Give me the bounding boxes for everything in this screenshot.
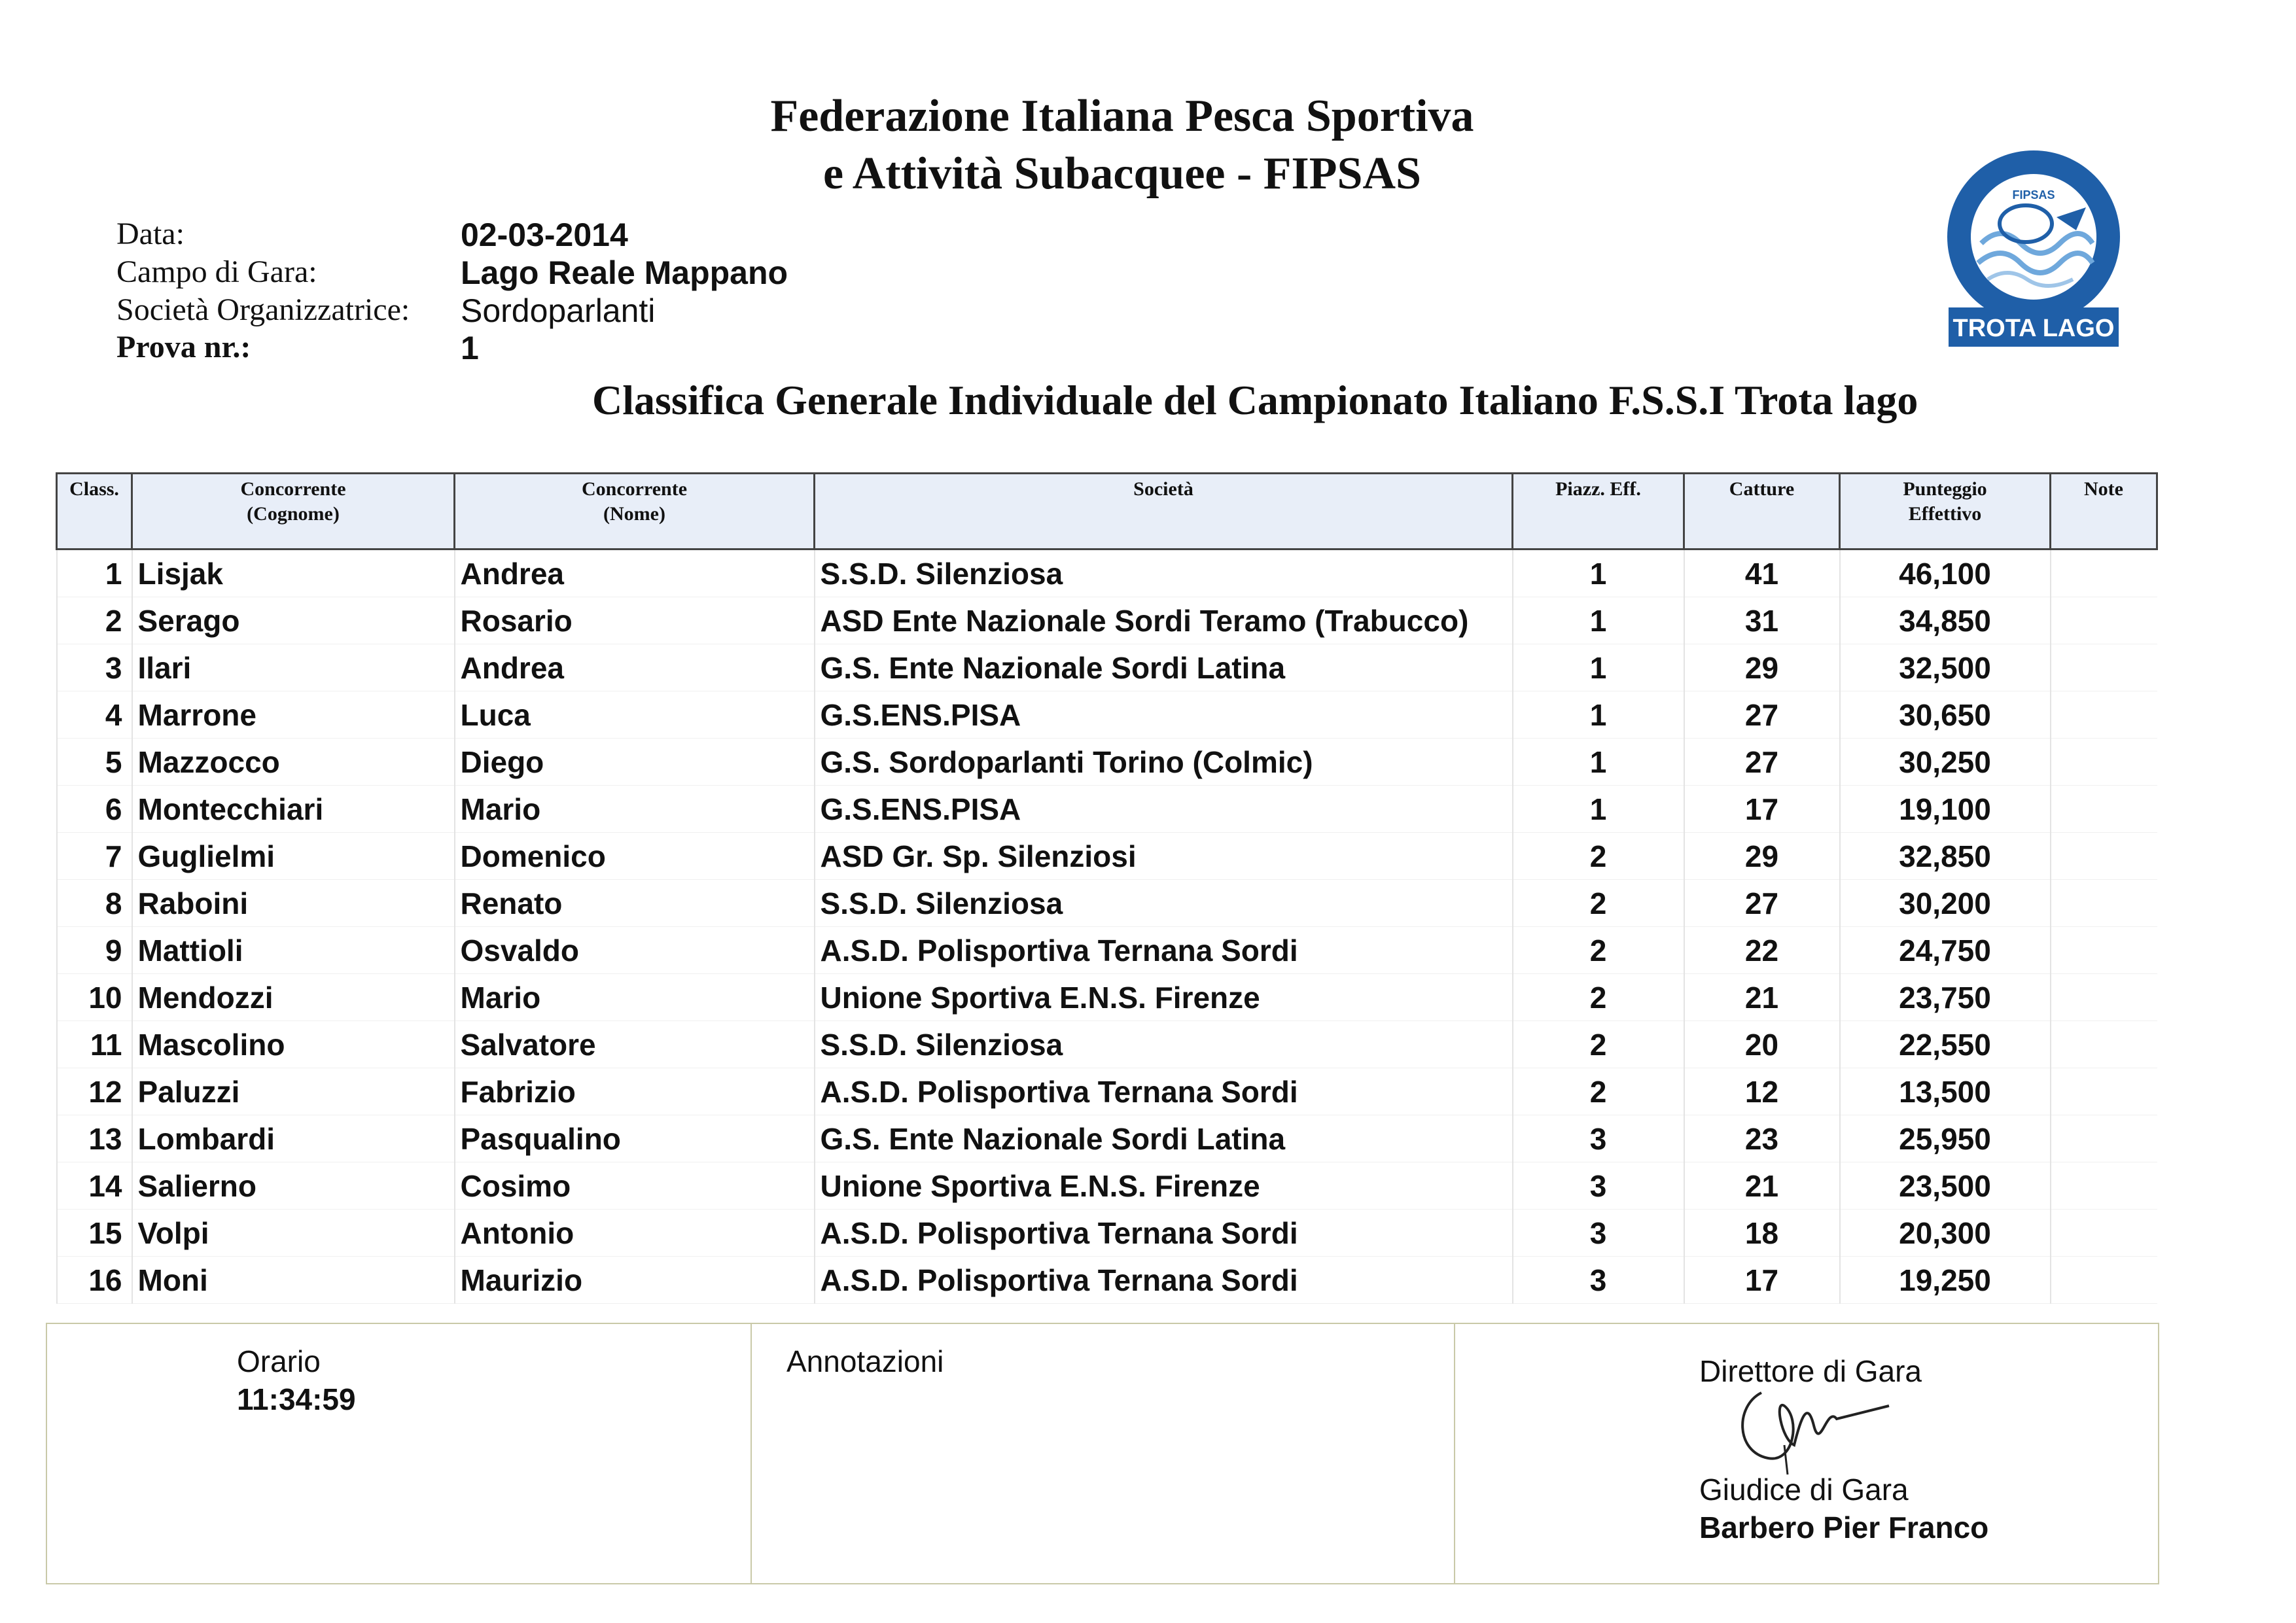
cell-surname: Lisjak (132, 550, 455, 597)
cell-note (2051, 833, 2157, 880)
round-label: Prova nr.: (116, 330, 251, 364)
cell-name: Fabrizio (455, 1068, 815, 1115)
cell-placing: 1 (1513, 550, 1684, 597)
cell-placing: 3 (1513, 1162, 1684, 1210)
table-row (57, 1021, 2157, 1068)
cell-name: Osvaldo (455, 927, 815, 974)
cell-name: Antonio (455, 1210, 815, 1257)
cell-surname: Serago (132, 597, 455, 644)
cell-rank: 4 (57, 691, 132, 739)
cell-name: Rosario (455, 597, 815, 644)
time-label: Orario (237, 1344, 321, 1378)
cell-surname: Lombardi (132, 1115, 455, 1162)
cell-society: G.S. Ente Nazionale Sordi Latina (815, 644, 1513, 691)
organizer-value: Sordoparlanti (461, 292, 656, 329)
header-society: Società (815, 474, 1513, 550)
cell-placing: 1 (1513, 644, 1684, 691)
cell-name: Andrea (455, 550, 815, 597)
cell-note (2051, 974, 2157, 1021)
field-label: Campo di Gara: (116, 254, 317, 289)
cell-placing: 3 (1513, 1257, 1684, 1304)
cell-placing: 2 (1513, 880, 1684, 927)
time-value: 11:34:59 (237, 1382, 356, 1416)
cell-note (2051, 1210, 2157, 1257)
cell-score: 30,200 (1840, 880, 2051, 927)
cell-society: Unione Sportiva E.N.S. Firenze (815, 1162, 1513, 1210)
cell-placing: 2 (1513, 1021, 1684, 1068)
table-row (57, 1257, 2157, 1304)
cell-name: Luca (455, 691, 815, 739)
table-row (57, 739, 2157, 786)
organizer-label: Società Organizzatrice: (116, 292, 410, 327)
cell-society: S.S.D. Silenziosa (815, 880, 1513, 927)
cell-rank: 9 (57, 927, 132, 974)
table-row (57, 880, 2157, 927)
cell-name: Cosimo (455, 1162, 815, 1210)
cell-name: Andrea (455, 644, 815, 691)
cell-rank: 11 (57, 1021, 132, 1068)
cell-note (2051, 691, 2157, 739)
cell-surname: Moni (132, 1257, 455, 1304)
cell-name: Maurizio (455, 1257, 815, 1304)
cell-placing: 1 (1513, 691, 1684, 739)
cell-name: Pasqualino (455, 1115, 815, 1162)
header-name: Concorrente (Nome) (455, 474, 815, 550)
cell-surname: Mendozzi (132, 974, 455, 1021)
cell-catches: 17 (1684, 786, 1840, 833)
cell-society: G.S.ENS.PISA (815, 786, 1513, 833)
logo-center-text: FIPSAS (2012, 188, 2055, 201)
cell-catches: 23 (1684, 1115, 1840, 1162)
cell-note (2051, 927, 2157, 974)
cell-score: 19,100 (1840, 786, 2051, 833)
cell-score: 23,750 (1840, 974, 2051, 1021)
cell-surname: Mattioli (132, 927, 455, 974)
cell-society: G.S.ENS.PISA (815, 691, 1513, 739)
cell-score: 20,300 (1840, 1210, 2051, 1257)
cell-note (2051, 1257, 2157, 1304)
cell-catches: 31 (1684, 597, 1840, 644)
director-signature (1722, 1380, 1932, 1478)
cell-catches: 29 (1684, 644, 1840, 691)
cell-rank: 3 (57, 644, 132, 691)
logo-banner-text: TROTA LAGO (1952, 315, 2115, 342)
cell-catches: 17 (1684, 1257, 1840, 1304)
cell-placing: 1 (1513, 786, 1684, 833)
table-header-row (57, 474, 2157, 550)
cell-rank: 1 (57, 550, 132, 597)
cell-placing: 2 (1513, 927, 1684, 974)
cell-catches: 27 (1684, 739, 1840, 786)
table-row (57, 1162, 2157, 1210)
cell-catches: 29 (1684, 833, 1840, 880)
table-row (57, 1115, 2157, 1162)
cell-surname: Marrone (132, 691, 455, 739)
cell-score: 34,850 (1840, 597, 2051, 644)
cell-placing: 2 (1513, 974, 1684, 1021)
cell-society: Unione Sportiva E.N.S. Firenze (815, 974, 1513, 1021)
cell-name: Salvatore (455, 1021, 815, 1068)
cell-score: 22,550 (1840, 1021, 2051, 1068)
cell-name: Domenico (455, 833, 815, 880)
cell-rank: 15 (57, 1210, 132, 1257)
cell-placing: 1 (1513, 739, 1684, 786)
cell-placing: 3 (1513, 1210, 1684, 1257)
cell-score: 25,950 (1840, 1115, 2051, 1162)
cell-society: A.S.D. Polisportiva Ternana Sordi (815, 1210, 1513, 1257)
cell-surname: Mazzocco (132, 739, 455, 786)
cell-name: Diego (455, 739, 815, 786)
table-row (57, 597, 2157, 644)
cell-surname: Guglielmi (132, 833, 455, 880)
header-score: Punteggio Effettivo (1840, 474, 2051, 550)
footer-box (46, 1323, 2159, 1584)
cell-score: 30,650 (1840, 691, 2051, 739)
cell-society: ASD Ente Nazionale Sordi Teramo (Trabucco) (815, 597, 1513, 644)
fipsas-trota-lago-logo (1942, 145, 2125, 355)
cell-society: S.S.D. Silenziosa (815, 550, 1513, 597)
cell-catches: 12 (1684, 1068, 1840, 1115)
cell-catches: 18 (1684, 1210, 1840, 1257)
cell-placing: 3 (1513, 1115, 1684, 1162)
cell-score: 19,250 (1840, 1257, 2051, 1304)
judge-label: Giudice di Gara (1699, 1473, 1909, 1507)
cell-placing: 1 (1513, 597, 1684, 644)
cell-rank: 13 (57, 1115, 132, 1162)
header-class: Class. (57, 474, 132, 550)
header-notes: Note (2051, 474, 2157, 550)
cell-catches: 22 (1684, 927, 1840, 974)
cell-surname: Ilari (132, 644, 455, 691)
cell-surname: Paluzzi (132, 1068, 455, 1115)
notes-label: Annotazioni (786, 1344, 944, 1378)
cell-surname: Mascolino (132, 1021, 455, 1068)
cell-note (2051, 644, 2157, 691)
date-label: Data: (116, 217, 185, 251)
field-value: Lago Reale Mappano (461, 254, 788, 291)
table-row (57, 786, 2157, 833)
federation-title-line2: e Attività Subacquee - FIPSAS (823, 148, 1421, 199)
cell-rank: 6 (57, 786, 132, 833)
cell-name: Mario (455, 786, 815, 833)
cell-note (2051, 739, 2157, 786)
cell-note (2051, 597, 2157, 644)
table-row (57, 644, 2157, 691)
cell-note (2051, 786, 2157, 833)
round-value: 1 (461, 330, 479, 366)
cell-surname: Montecchiari (132, 786, 455, 833)
table-row (57, 1068, 2157, 1115)
cell-rank: 2 (57, 597, 132, 644)
table-row (57, 974, 2157, 1021)
cell-surname: Raboini (132, 880, 455, 927)
cell-score: 23,500 (1840, 1162, 2051, 1210)
cell-society: A.S.D. Polisportiva Ternana Sordi (815, 1257, 1513, 1304)
cell-score: 24,750 (1840, 927, 2051, 974)
cell-name: Renato (455, 880, 815, 927)
cell-society: ASD Gr. Sp. Silenziosi (815, 833, 1513, 880)
table-row (57, 833, 2157, 880)
cell-note (2051, 880, 2157, 927)
cell-society: A.S.D. Polisportiva Ternana Sordi (815, 927, 1513, 974)
cell-note (2051, 550, 2157, 597)
cell-note (2051, 1021, 2157, 1068)
table-row (57, 550, 2157, 597)
cell-catches: 21 (1684, 1162, 1840, 1210)
cell-note (2051, 1115, 2157, 1162)
header-placing: Piazz. Eff. (1513, 474, 1684, 550)
cell-rank: 12 (57, 1068, 132, 1115)
cell-rank: 5 (57, 739, 132, 786)
cell-catches: 27 (1684, 880, 1840, 927)
cell-surname: Salierno (132, 1162, 455, 1210)
cell-rank: 10 (57, 974, 132, 1021)
judge-name: Barbero Pier Franco (1699, 1510, 1989, 1544)
director-label: Direttore di Gara (1699, 1354, 1922, 1388)
cell-catches: 21 (1684, 974, 1840, 1021)
cell-placing: 2 (1513, 833, 1684, 880)
cell-rank: 14 (57, 1162, 132, 1210)
federation-title-line1: Federazione Italiana Pesca Sportiva (770, 91, 1474, 141)
footer-divider (1454, 1324, 1455, 1583)
cell-catches: 27 (1684, 691, 1840, 739)
ranking-subtitle: Classifica Generale Individuale del Campionato Italiano F.S.S.I Trota lago (592, 377, 1918, 423)
cell-note (2051, 1162, 2157, 1210)
cell-rank: 8 (57, 880, 132, 927)
cell-score: 30,250 (1840, 739, 2051, 786)
table-row (57, 927, 2157, 974)
cell-score: 13,500 (1840, 1068, 2051, 1115)
cell-society: G.S. Sordoparlanti Torino (Colmic) (815, 739, 1513, 786)
cell-score: 32,500 (1840, 644, 2051, 691)
cell-score: 46,100 (1840, 550, 2051, 597)
header-surname: Concorrente (Cognome) (132, 474, 455, 550)
cell-name: Mario (455, 974, 815, 1021)
cell-score: 32,850 (1840, 833, 2051, 880)
cell-society: A.S.D. Polisportiva Ternana Sordi (815, 1068, 1513, 1115)
cell-society: G.S. Ente Nazionale Sordi Latina (815, 1115, 1513, 1162)
footer-divider (751, 1324, 752, 1583)
cell-surname: Volpi (132, 1210, 455, 1257)
cell-rank: 7 (57, 833, 132, 880)
header-catches: Catture (1684, 474, 1840, 550)
table-row (57, 1210, 2157, 1257)
cell-note (2051, 1068, 2157, 1115)
results-table (56, 472, 2158, 1304)
table-row (57, 691, 2157, 739)
cell-society: S.S.D. Silenziosa (815, 1021, 1513, 1068)
cell-catches: 20 (1684, 1021, 1840, 1068)
cell-rank: 16 (57, 1257, 132, 1304)
cell-placing: 2 (1513, 1068, 1684, 1115)
cell-catches: 41 (1684, 550, 1840, 597)
date-value: 02-03-2014 (461, 217, 628, 253)
